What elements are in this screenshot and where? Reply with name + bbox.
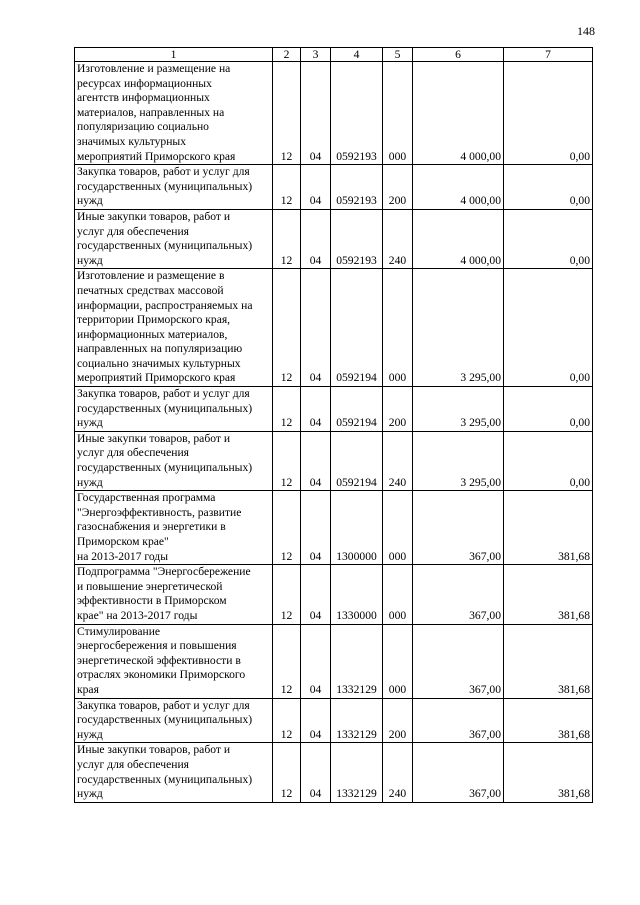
cell-subsection: 04: [301, 624, 331, 698]
column-header: 6: [413, 48, 504, 62]
cell-expense-type: 200: [383, 165, 413, 210]
cell-amount-2: 381,68: [504, 624, 593, 698]
cell-amount-1: 367,00: [413, 698, 504, 743]
cell-subsection: 04: [301, 565, 331, 624]
cell-subsection: 04: [301, 62, 331, 165]
cell-section: 12: [273, 624, 301, 698]
cell-target-code: 1332129: [331, 698, 383, 743]
page-number: 148: [577, 24, 595, 38]
cell-amount-2: 381,68: [504, 565, 593, 624]
table-row: [75, 491, 593, 565]
cell-section: 12: [273, 491, 301, 565]
cell-expense-type: 000: [383, 62, 413, 165]
cell-name: Иные закупки товаров, работ и услуг для обеспечения государственных (муниципальных) нужд: [75, 431, 273, 490]
cell-amount-2: 0,00: [504, 431, 593, 490]
cell-target-code: 1332129: [331, 624, 383, 698]
column-header: 3: [301, 48, 331, 62]
cell-section: 12: [273, 387, 301, 432]
table-row: [75, 269, 593, 387]
column-header: 5: [383, 48, 413, 62]
budget-table: [74, 47, 593, 803]
cell-expense-type: 200: [383, 698, 413, 743]
cell-amount-2: 381,68: [504, 743, 593, 802]
cell-section: 12: [273, 698, 301, 743]
cell-section: 12: [273, 209, 301, 268]
cell-amount-2: 0,00: [504, 165, 593, 210]
cell-subsection: 04: [301, 698, 331, 743]
cell-amount-2: 0,00: [504, 209, 593, 268]
cell-target-code: 0592194: [331, 387, 383, 432]
cell-section: 12: [273, 565, 301, 624]
cell-amount-2: 0,00: [504, 269, 593, 387]
cell-amount-1: 367,00: [413, 743, 504, 802]
column-header: 7: [504, 48, 593, 62]
column-header: 2: [273, 48, 301, 62]
cell-section: 12: [273, 743, 301, 802]
cell-amount-2: 0,00: [504, 387, 593, 432]
table-row: [75, 387, 593, 432]
cell-amount-1: 4 000,00: [413, 165, 504, 210]
cell-amount-1: 3 295,00: [413, 387, 504, 432]
cell-section: 12: [273, 62, 301, 165]
cell-subsection: 04: [301, 431, 331, 490]
cell-subsection: 04: [301, 269, 331, 387]
cell-section: 12: [273, 269, 301, 387]
table-row: [75, 698, 593, 743]
cell-target-code: 0592193: [331, 209, 383, 268]
cell-subsection: 04: [301, 387, 331, 432]
cell-subsection: 04: [301, 491, 331, 565]
table-row: [75, 565, 593, 624]
cell-target-code: 0592194: [331, 431, 383, 490]
cell-name: Стимулирование энергосбережения и повышения энергетической эффективности в отраслях экономики Приморского края: [75, 624, 273, 698]
cell-target-code: 0592193: [331, 165, 383, 210]
cell-expense-type: 240: [383, 431, 413, 490]
cell-amount-1: 4 000,00: [413, 209, 504, 268]
cell-expense-type: 240: [383, 209, 413, 268]
cell-target-code: 0592194: [331, 269, 383, 387]
cell-subsection: 04: [301, 743, 331, 802]
table-row: [75, 209, 593, 268]
cell-name: Изготовление и размещение в печатных средствах массовой информации, распространяемых на территории Приморского края, информационных материалов, направленных на популяризацию социально значимых культурных мероприятий Приморского края: [75, 269, 273, 387]
cell-name: Государственная программа "Энергоэффективность, развитие газоснабжения и энергетики в Приморском крае" на 2013-2017 годы: [75, 491, 273, 565]
cell-expense-type: 000: [383, 565, 413, 624]
table-row: [75, 165, 593, 210]
cell-subsection: 04: [301, 165, 331, 210]
table-row: [75, 624, 593, 698]
cell-section: 12: [273, 431, 301, 490]
cell-expense-type: 000: [383, 624, 413, 698]
cell-name: Закупка товаров, работ и услуг для государственных (муниципальных) нужд: [75, 165, 273, 210]
cell-amount-1: 4 000,00: [413, 62, 504, 165]
cell-target-code: 0592193: [331, 62, 383, 165]
cell-section: 12: [273, 165, 301, 210]
cell-name: Изготовление и размещение на ресурсах информационных агентств информационных материалов, направленных на популяризацию социально значимых культурных мероприятий Приморского края: [75, 62, 273, 165]
cell-amount-2: 0,00: [504, 62, 593, 165]
table-row: [75, 743, 593, 802]
cell-amount-1: 367,00: [413, 565, 504, 624]
column-header: 1: [75, 48, 273, 62]
cell-name: Иные закупки товаров, работ и услуг для обеспечения государственных (муниципальных) нужд: [75, 209, 273, 268]
cell-target-code: 1330000: [331, 565, 383, 624]
table-row: [75, 62, 593, 165]
cell-expense-type: 000: [383, 491, 413, 565]
cell-expense-type: 240: [383, 743, 413, 802]
cell-target-code: 1300000: [331, 491, 383, 565]
cell-expense-type: 000: [383, 269, 413, 387]
cell-amount-1: 367,00: [413, 491, 504, 565]
column-header: 4: [331, 48, 383, 62]
cell-name: Закупка товаров, работ и услуг для государственных (муниципальных) нужд: [75, 698, 273, 743]
cell-subsection: 04: [301, 209, 331, 268]
table-row: [75, 431, 593, 490]
cell-amount-1: 367,00: [413, 624, 504, 698]
cell-target-code: 1332129: [331, 743, 383, 802]
cell-name: Иные закупки товаров, работ и услуг для обеспечения государственных (муниципальных) нужд: [75, 743, 273, 802]
table-header-row: [75, 48, 593, 62]
cell-amount-1: 3 295,00: [413, 431, 504, 490]
cell-expense-type: 200: [383, 387, 413, 432]
cell-name: Подпрограмма "Энергосбережение и повышение энергетической эффективности в Приморском крае" на 2013-2017 годы: [75, 565, 273, 624]
cell-name: Закупка товаров, работ и услуг для государственных (муниципальных) нужд: [75, 387, 273, 432]
cell-amount-2: 381,68: [504, 698, 593, 743]
cell-amount-1: 3 295,00: [413, 269, 504, 387]
cell-amount-2: 381,68: [504, 491, 593, 565]
